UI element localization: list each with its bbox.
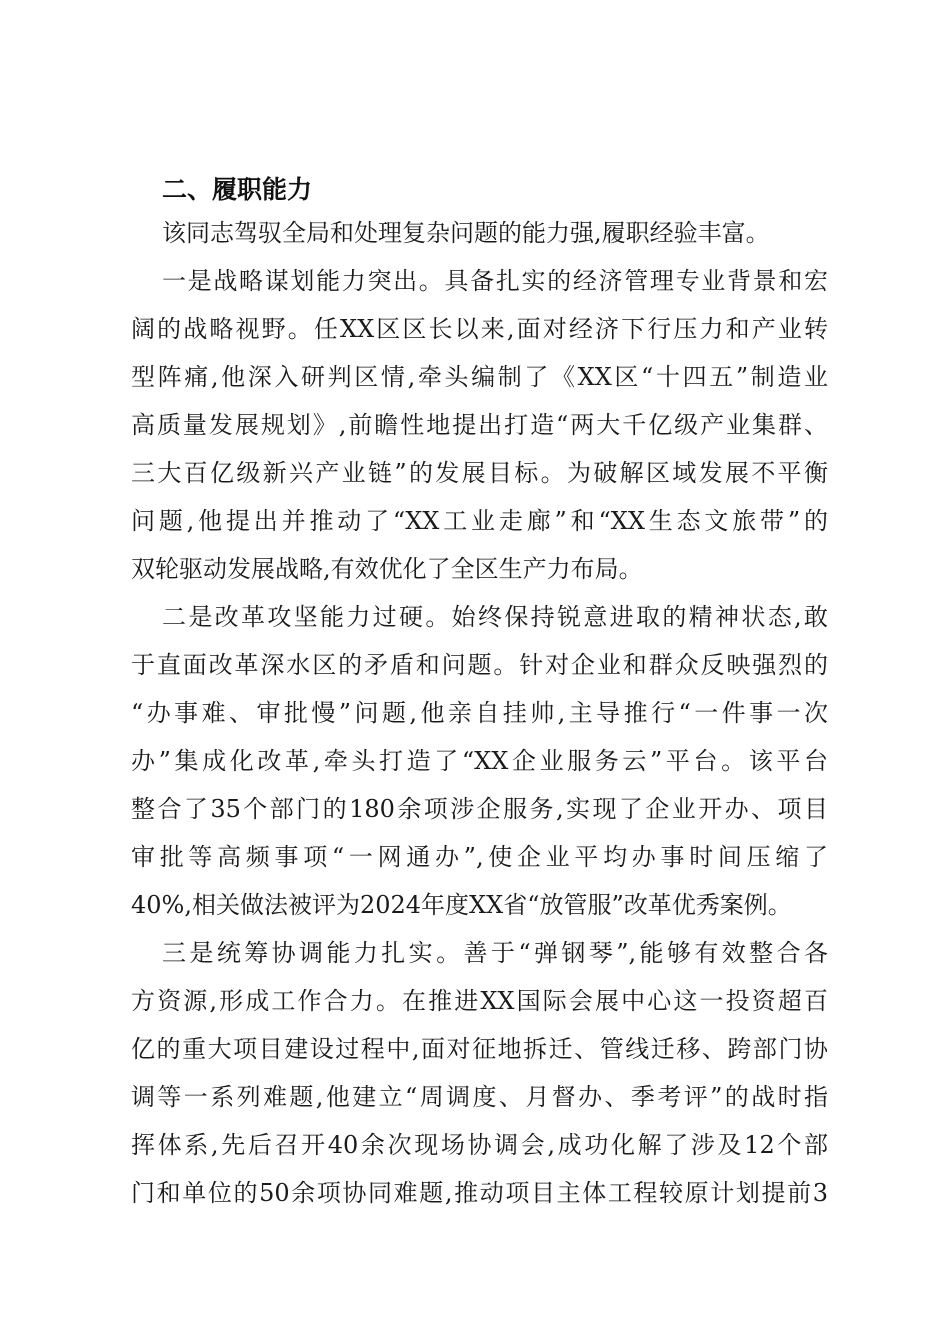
paragraph-line: 方资源,形成工作合力。在推进XX国际会展中心这一投资超百 <box>131 987 828 1015</box>
section-heading: 二、履职能力 <box>162 175 313 204</box>
paragraph-line: “办事难、审批慢”问题,他亲自挂帅,主导推行“一件事一次 <box>131 699 828 727</box>
paragraph-line: 亿的重大项目建设过程中,面对征地拆迁、管线迁移、跨部门协 <box>131 1035 828 1063</box>
paragraph-line: 调等一系列难题,他建立“周调度、月督办、季考评”的战时指 <box>131 1083 828 1111</box>
paragraph-line: 门和单位的50余项协同难题,推动项目主体工程较原计划提前3 <box>131 1179 828 1207</box>
paragraph-line: 整合了35个部门的180余项涉企服务,实现了企业开办、项目 <box>131 795 828 823</box>
paragraph-line: 该同志驾驭全局和处理复杂问题的能力强,履职经验丰富。 <box>162 219 770 247</box>
paragraph-line: 三是统筹协调能力扎实。善于“弹钢琴”,能够有效整合各 <box>162 939 828 967</box>
paragraph-line: 二是改革攻坚能力过硬。始终保持锐意进取的精神状态,敢 <box>162 603 828 631</box>
paragraph-line: 办”集成化改革,牵头打造了“XX企业服务云”平台。该平台 <box>131 747 828 775</box>
paragraph-line: 三大百亿级新兴产业链”的发展目标。为破解区域发展不平衡 <box>131 459 828 487</box>
paragraph-line: 于直面改革深水区的矛盾和问题。针对企业和群众反映强烈的 <box>131 651 828 679</box>
paragraph-line: 问题,他提出并推动了“XX工业走廊”和“XX生态文旅带”的 <box>131 507 828 535</box>
paragraph-line: 40%,相关做法被评为2024年度XX省“放管服”改革优秀案例。 <box>131 891 792 919</box>
paragraph-line: 型阵痛,他深入研判区情,牵头编制了《XX区“十四五”制造业 <box>131 363 828 391</box>
paragraph-line: 审批等高频事项“一网通办”,使企业平均办事时间压缩了 <box>131 843 828 871</box>
paragraph-line: 双轮驱动发展战略,有效优化了全区生产力布局。 <box>131 555 643 583</box>
paragraph-line: 高质量发展规划》,前瞻性地提出打造“两大千亿级产业集群、 <box>131 411 828 439</box>
paragraph-line: 阔的战略视野。任XX区区长以来,面对经济下行压力和产业转 <box>131 315 828 343</box>
paragraph-line: 一是战略谋划能力突出。具备扎实的经济管理专业背景和宏 <box>162 267 828 295</box>
paragraph-line: 挥体系,先后召开40余次现场协调会,成功化解了涉及12个部 <box>131 1131 828 1159</box>
